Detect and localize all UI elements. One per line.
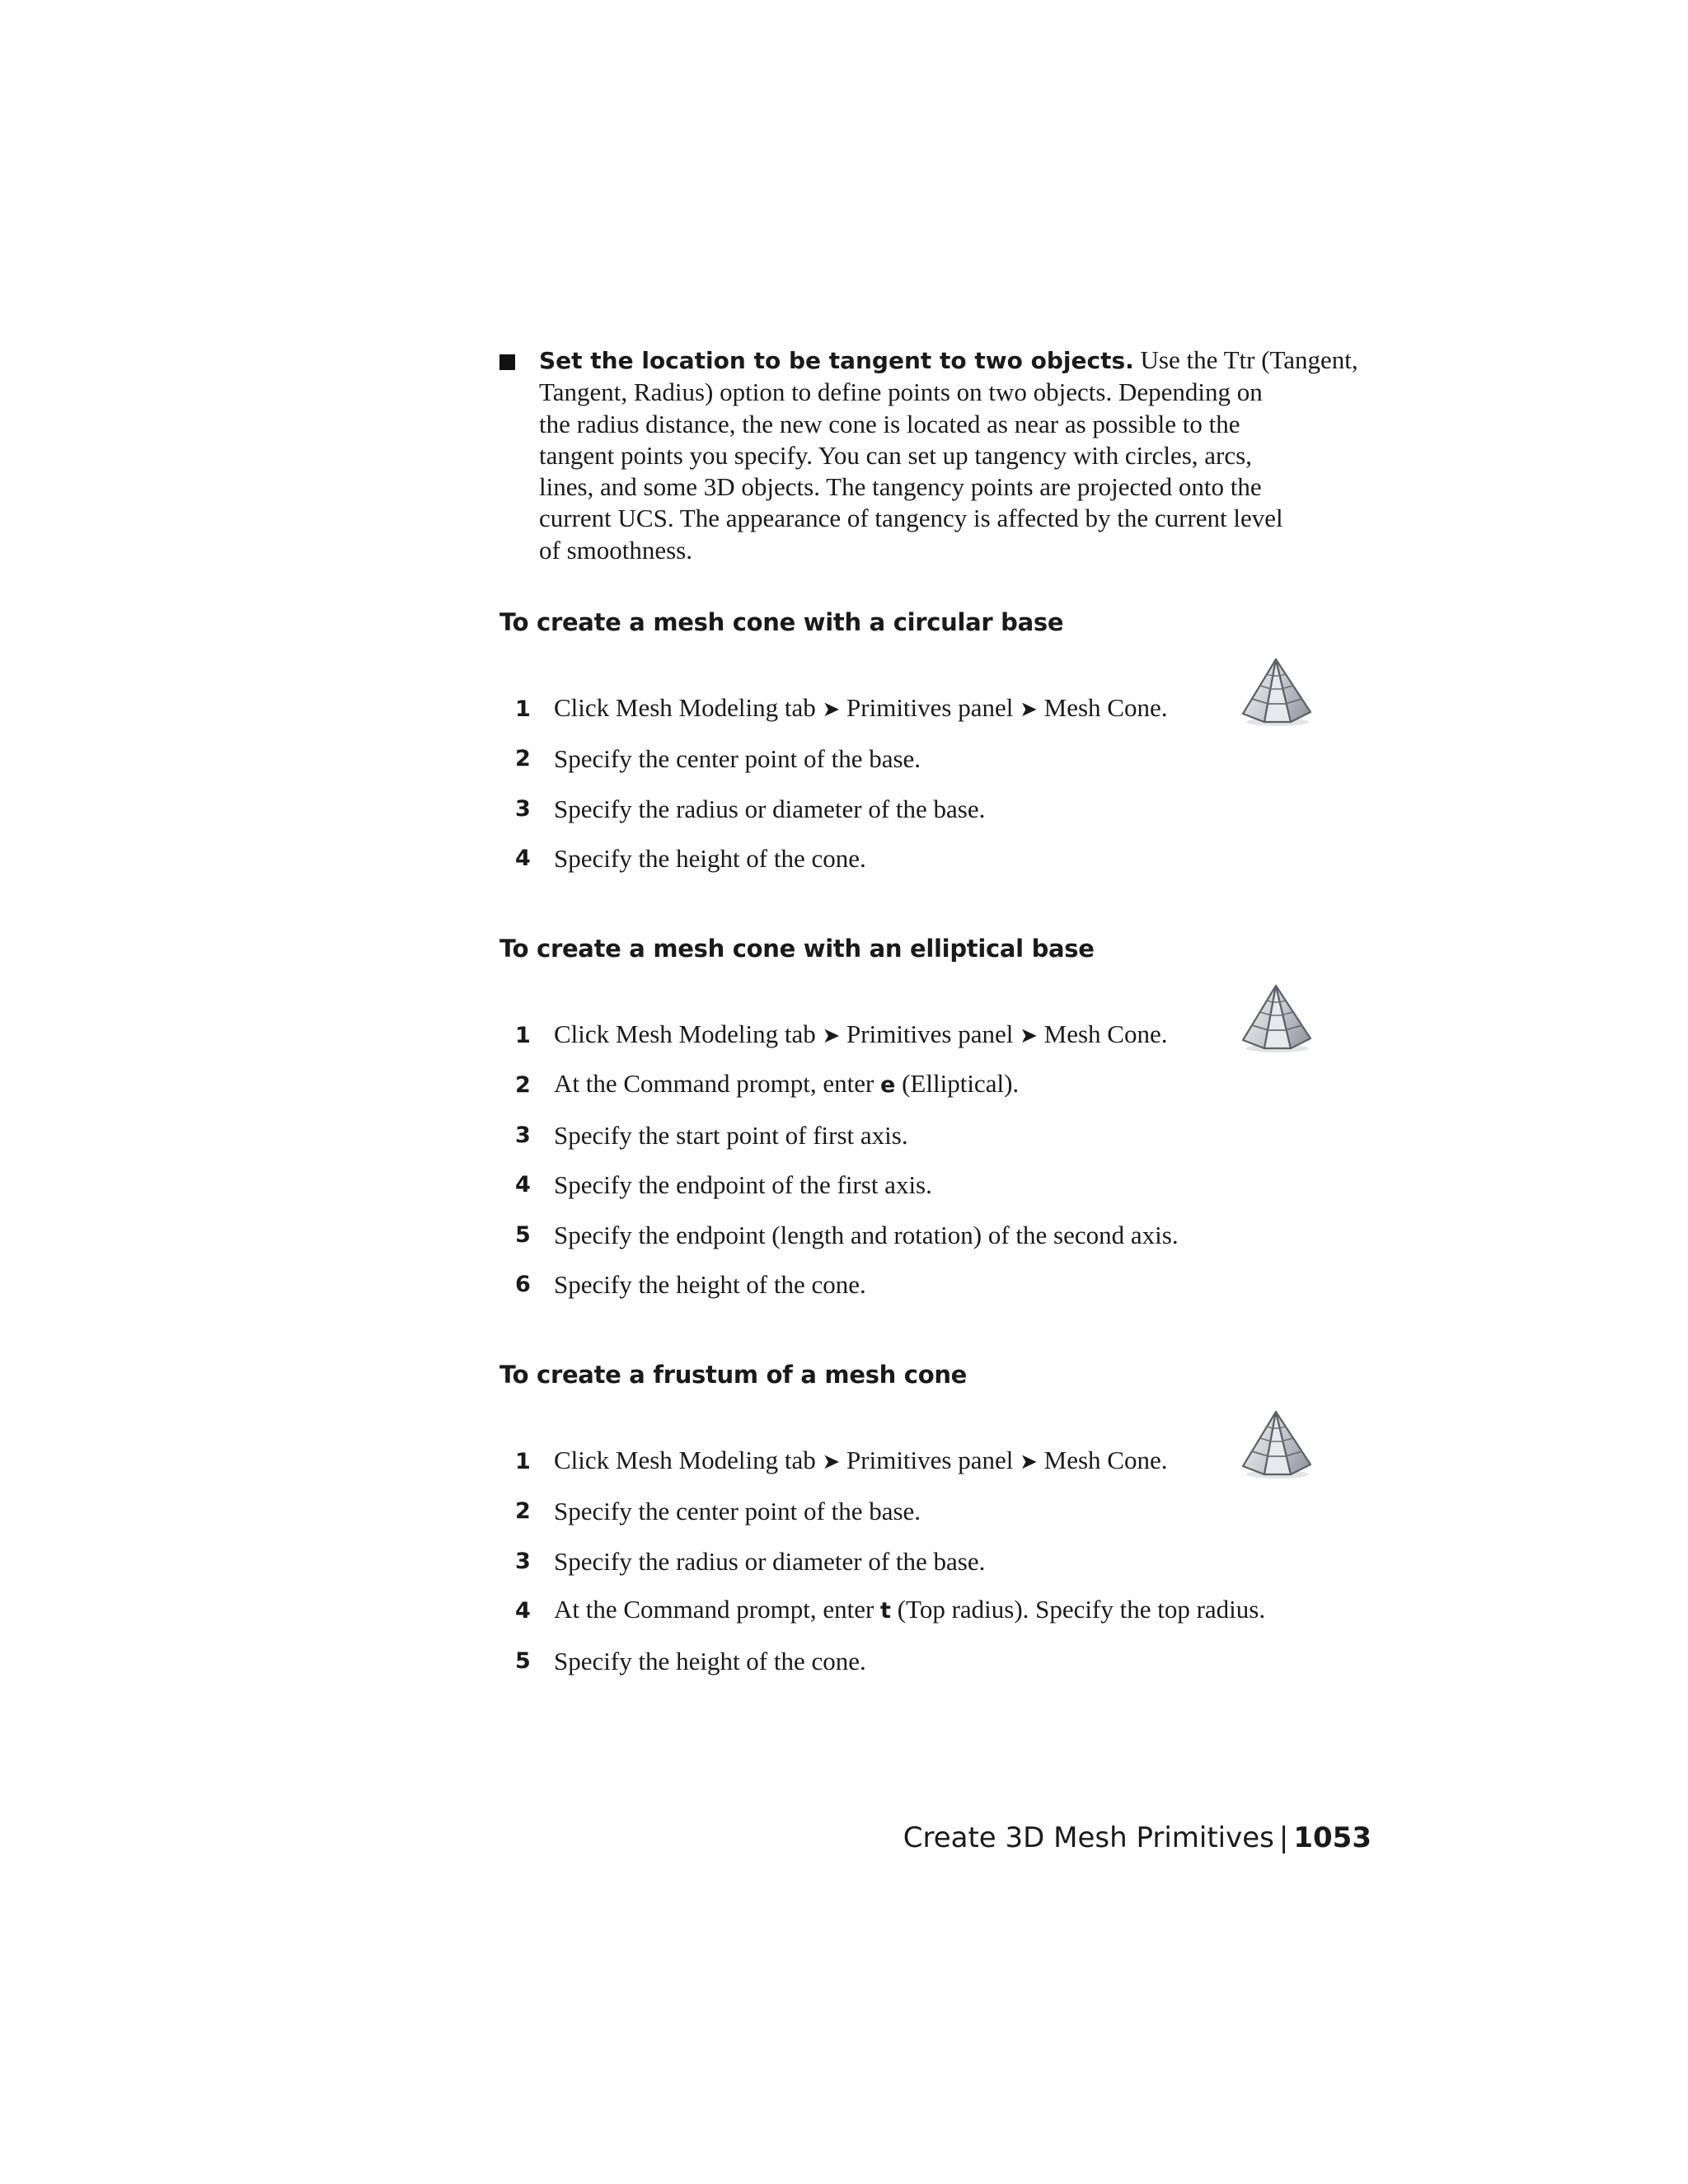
step-text: Specify the center point of the base.: [554, 1497, 921, 1526]
step-text: Specify the endpoint (length and rotation) of the second axis.: [554, 1220, 1179, 1249]
mesh-cone-icon: [1240, 1408, 1314, 1481]
step-number: 2: [515, 1072, 531, 1098]
bullet-square-icon: [499, 354, 515, 370]
step-item: [499, 1527, 1373, 1577]
step-text: Specify the height of the cone.: [554, 1270, 866, 1299]
procedure-heading: To create a mesh cone with a circular base: [499, 608, 1064, 636]
bullet-line: the radius distance, the new cone is located as near as possible to the: [539, 409, 1240, 438]
bullet-line: tangent points you specify. You can set up tangency with circles, arcs,: [539, 440, 1252, 470]
step-text: Specify the start point of first axis.: [554, 1120, 908, 1150]
procedure-heading: To create a frustum of a mesh cone: [499, 1361, 968, 1389]
step-number: 3: [515, 1548, 531, 1574]
mesh-cone-icon: [1240, 656, 1314, 729]
page-number: 1053: [1293, 1821, 1372, 1854]
step-item: [499, 1427, 1373, 1478]
step-text: Specify the endpoint of the first axis.: [554, 1170, 932, 1199]
arrow-icon: ➤: [822, 1023, 841, 1048]
step-number: 5: [515, 1221, 531, 1248]
arrow-icon: ➤: [822, 1449, 841, 1474]
arrow-icon: ➤: [822, 696, 841, 722]
procedure-steps: [499, 1427, 1373, 1677]
procedure-steps: [499, 675, 1373, 874]
step-item: [499, 1151, 1373, 1202]
arrow-icon: ➤: [1020, 1023, 1038, 1048]
step-item: [499, 1577, 1373, 1628]
bullet-lead-text: Set the location to be tangent to two objects.: [539, 347, 1134, 374]
step-item: [499, 1052, 1373, 1102]
arrow-icon: ➤: [1020, 1449, 1038, 1474]
step-number: 6: [515, 1272, 531, 1297]
step-item: [499, 1201, 1373, 1251]
bullet-line: lines, and some 3D objects. The tangency points are projected onto the: [539, 472, 1262, 502]
step-text: At the Command prompt, enter e (Elliptical).: [554, 1069, 1020, 1098]
step-item: [499, 1001, 1373, 1052]
step-item: [499, 1478, 1373, 1528]
step-number: 4: [515, 1598, 531, 1624]
page-footer: [903, 1821, 1372, 1854]
step-number: 3: [515, 1122, 531, 1148]
footer-separator: |: [1278, 1821, 1289, 1854]
step-number: 1: [515, 1448, 531, 1474]
step-item: [499, 775, 1373, 825]
command-key: t: [880, 1598, 891, 1624]
step-item: [499, 1251, 1373, 1301]
bullet-paragraph: [499, 344, 1373, 566]
step-number: 3: [515, 795, 531, 822]
command-key: e: [880, 1072, 896, 1098]
step-item: [499, 1101, 1373, 1151]
step-number: 2: [515, 746, 531, 771]
step-text: Specify the height of the cone.: [554, 1646, 866, 1675]
step-number: 1: [515, 1022, 531, 1048]
step-text: Specify the radius or diameter of the base.: [554, 794, 986, 823]
step-number: 4: [515, 846, 531, 871]
step-text: Click Mesh Modeling tab ➤ Primitives panel ➤ Mesh Cone.: [554, 1019, 1168, 1048]
step-text: Click Mesh Modeling tab ➤ Primitives panel ➤ Mesh Cone.: [554, 1445, 1168, 1474]
step-item: [499, 725, 1373, 776]
step-number: 1: [515, 696, 531, 722]
step-item: [499, 1627, 1373, 1677]
footer-section-title: Create 3D Mesh Primitives: [903, 1821, 1274, 1854]
step-text: Specify the radius or diameter of the base.: [554, 1546, 986, 1576]
page-content: [499, 344, 1373, 1675]
bullet-line: of smoothness.: [539, 535, 692, 565]
mesh-cone-icon: [1240, 982, 1314, 1055]
step-number: 2: [515, 1498, 531, 1524]
step-text: At the Command prompt, enter t (Top radius). Specify the top radius.: [554, 1595, 1266, 1624]
step-text: Specify the height of the cone.: [554, 844, 866, 873]
step-number: 4: [515, 1172, 531, 1197]
procedure-heading: To create a mesh cone with an elliptical base: [499, 935, 1095, 963]
step-text: Click Mesh Modeling tab ➤ Primitives panel ➤ Mesh Cone.: [554, 692, 1168, 722]
step-item: [499, 675, 1373, 725]
step-text: Specify the center point of the base.: [554, 744, 921, 773]
bullet-line: current UCS. The appearance of tangency is affected by the current level: [539, 504, 1283, 533]
bullet-line: Use the Ttr (Tangent,: [1133, 345, 1358, 374]
arrow-icon: ➤: [1020, 696, 1038, 722]
step-item: [499, 825, 1373, 875]
procedure-steps: [499, 1001, 1373, 1301]
bullet-line: Tangent, Radius) option to define points on two objects. Depending on: [539, 377, 1263, 407]
step-number: 5: [515, 1647, 531, 1674]
